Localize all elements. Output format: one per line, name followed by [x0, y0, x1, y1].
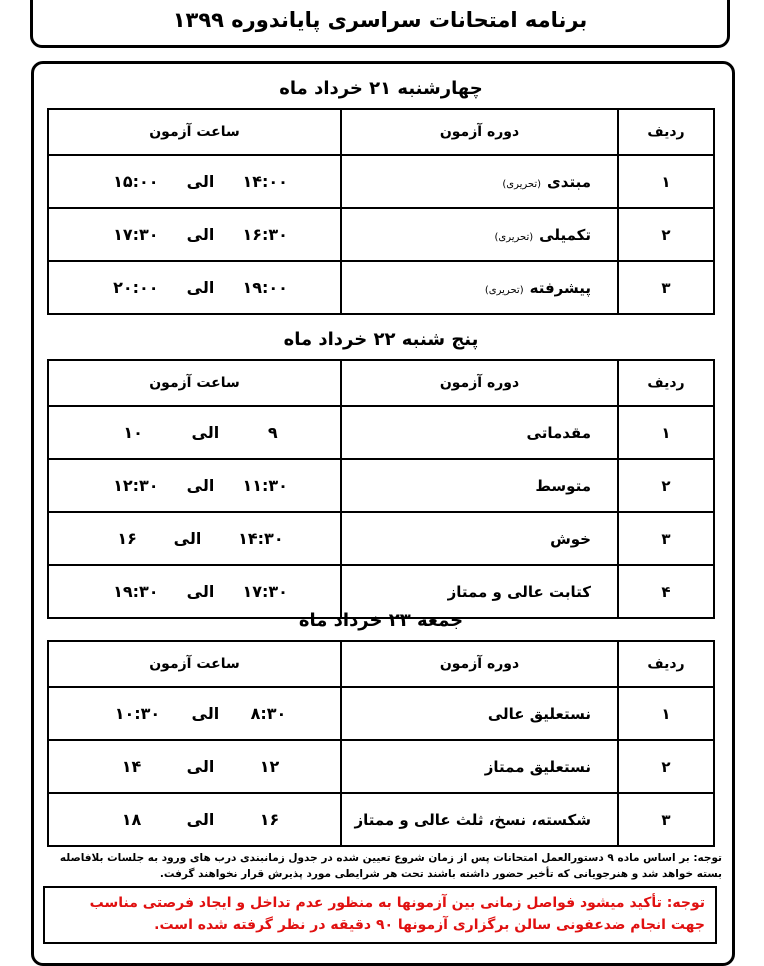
end-time: ۱۷:۳۰: [113, 225, 159, 244]
start-time: ۱۴:۰۰: [242, 172, 288, 191]
course-name: خوش: [341, 512, 618, 565]
course-name: تکمیلی: [539, 225, 591, 244]
table-row: [48, 459, 714, 512]
table-row: [48, 155, 714, 208]
table-row: [48, 687, 714, 740]
time-cell: [48, 208, 341, 261]
end-time: ۲۰:۰۰: [113, 278, 159, 297]
end-time: ۱۴: [121, 757, 142, 776]
row-number: ۱: [618, 406, 714, 459]
end-time: ۱۰: [123, 423, 143, 442]
end-time: ۱۹:۳۰: [113, 582, 159, 601]
to-label: الی: [186, 278, 215, 297]
row-number: ۲: [618, 208, 714, 261]
course-name: نستعلیق عالی: [341, 687, 618, 740]
course-cell: [341, 208, 618, 261]
exam-type: (تحریری): [502, 178, 542, 190]
row-number: ۱: [618, 687, 714, 740]
start-time: ۱۶:۳۰: [242, 225, 288, 244]
to-label: الی: [191, 704, 220, 723]
start-time: ۱۷:۳۰: [242, 582, 288, 601]
course-name: مبتدی: [547, 172, 591, 191]
column-header-row: ردیف: [618, 641, 714, 687]
day-heading: جمعه ۲۳ خرداد ماه: [298, 610, 464, 631]
course-name: متوسط: [341, 459, 618, 512]
end-time: ۱۲:۳۰: [113, 476, 159, 495]
time-cell: [48, 687, 341, 740]
course-name: پیشرفته: [529, 278, 591, 297]
row-number: ۲: [618, 740, 714, 793]
to-label: الی: [191, 423, 220, 442]
to-label: الی: [173, 529, 202, 548]
start-time: ۱۲: [259, 757, 280, 776]
course-name: کتابت عالی و ممتاز: [341, 565, 618, 618]
row-number: ۳: [618, 261, 714, 314]
row-number: ۳: [618, 512, 714, 565]
column-header-time: ساعت آزمون: [48, 360, 341, 406]
regulation-note: توجه: بر اساس ماده ۹ دستورالعمل امتحانات پس از زمان شروع تعیین شده در جدول زمانبندی درب های ورود به جلسات بلافاصله بسته خواهد شد و هنرجویانی که تأخیر حضور داشته باشند تحت هر شرایطی مورد پذیرش قرار نخواهند گرفت.: [59, 852, 722, 880]
day-section-3: [47, 602, 715, 847]
day-section-1: [47, 70, 715, 315]
end-time: ۱۵:۰۰: [113, 172, 159, 191]
exam-type: (تحریری): [494, 231, 534, 243]
course-name: شکسته، نسخ، ثلث عالی و ممتاز: [341, 793, 618, 846]
to-label: الی: [186, 172, 215, 191]
table-row: [48, 793, 714, 846]
time-cell: [48, 459, 341, 512]
table-row: [48, 261, 714, 314]
table-row: [48, 208, 714, 261]
to-label: الی: [186, 225, 215, 244]
row-number: ۴: [618, 565, 714, 618]
warning-note: توجه: تأکید میشود فواصل زمانی بین آزمونها به منظور عدم تداخل و ایجاد فرصتی مناسب جهت انجام ضدعفونی سالن برگزاری آزمونها ۹۰ دقیقه در نظر گرفته شده است.: [43, 886, 717, 944]
to-label: الی: [186, 810, 215, 829]
time-cell: [48, 261, 341, 314]
end-time: ۱۶: [117, 529, 137, 548]
start-time: ۱۹:۰۰: [242, 278, 288, 297]
end-time: ۱۰:۳۰: [114, 704, 161, 723]
column-header-row: ردیف: [618, 360, 714, 406]
exam-type: (تحریری): [484, 284, 524, 296]
row-number: ۳: [618, 793, 714, 846]
start-time: ۱۶: [259, 810, 280, 829]
end-time: ۱۸: [121, 810, 142, 829]
time-cell: [48, 740, 341, 793]
day-section-2: [47, 321, 715, 619]
table-row: [48, 406, 714, 459]
to-label: الی: [186, 476, 215, 495]
to-label: الی: [186, 757, 215, 776]
page-title: برنامه امتحانات سراسری پایاندوره ۱۳۹۹: [30, 0, 730, 48]
start-time: ۱۴:۳۰: [238, 529, 284, 548]
day-heading: چهارشنبه ۲۱ خرداد ماه: [279, 78, 483, 99]
schedule-table: [47, 108, 715, 315]
start-time: ۱۱:۳۰: [242, 476, 288, 495]
course-name: نستعلیق ممتاز: [341, 740, 618, 793]
start-time: ۸:۳۰: [250, 704, 287, 723]
column-header-row: ردیف: [618, 109, 714, 155]
start-time: ۹: [267, 423, 278, 442]
column-header-course: دوره آزمون: [341, 360, 618, 406]
course-cell: [341, 155, 618, 208]
time-cell: [48, 155, 341, 208]
column-header-course: دوره آزمون: [341, 641, 618, 687]
schedule-table: [47, 359, 715, 619]
row-number: ۱: [618, 155, 714, 208]
to-label: الی: [186, 582, 215, 601]
schedule-table: [47, 640, 715, 847]
course-cell: [341, 261, 618, 314]
day-heading: پنج شنبه ۲۲ خرداد ماه: [283, 329, 479, 350]
table-row: [48, 512, 714, 565]
column-header-time: ساعت آزمون: [48, 641, 341, 687]
column-header-time: ساعت آزمون: [48, 109, 341, 155]
course-name: مقدماتی: [341, 406, 618, 459]
time-cell: [48, 512, 341, 565]
time-cell: [48, 793, 341, 846]
time-cell: [48, 406, 341, 459]
row-number: ۲: [618, 459, 714, 512]
column-header-course: دوره آزمون: [341, 109, 618, 155]
table-row: [48, 740, 714, 793]
